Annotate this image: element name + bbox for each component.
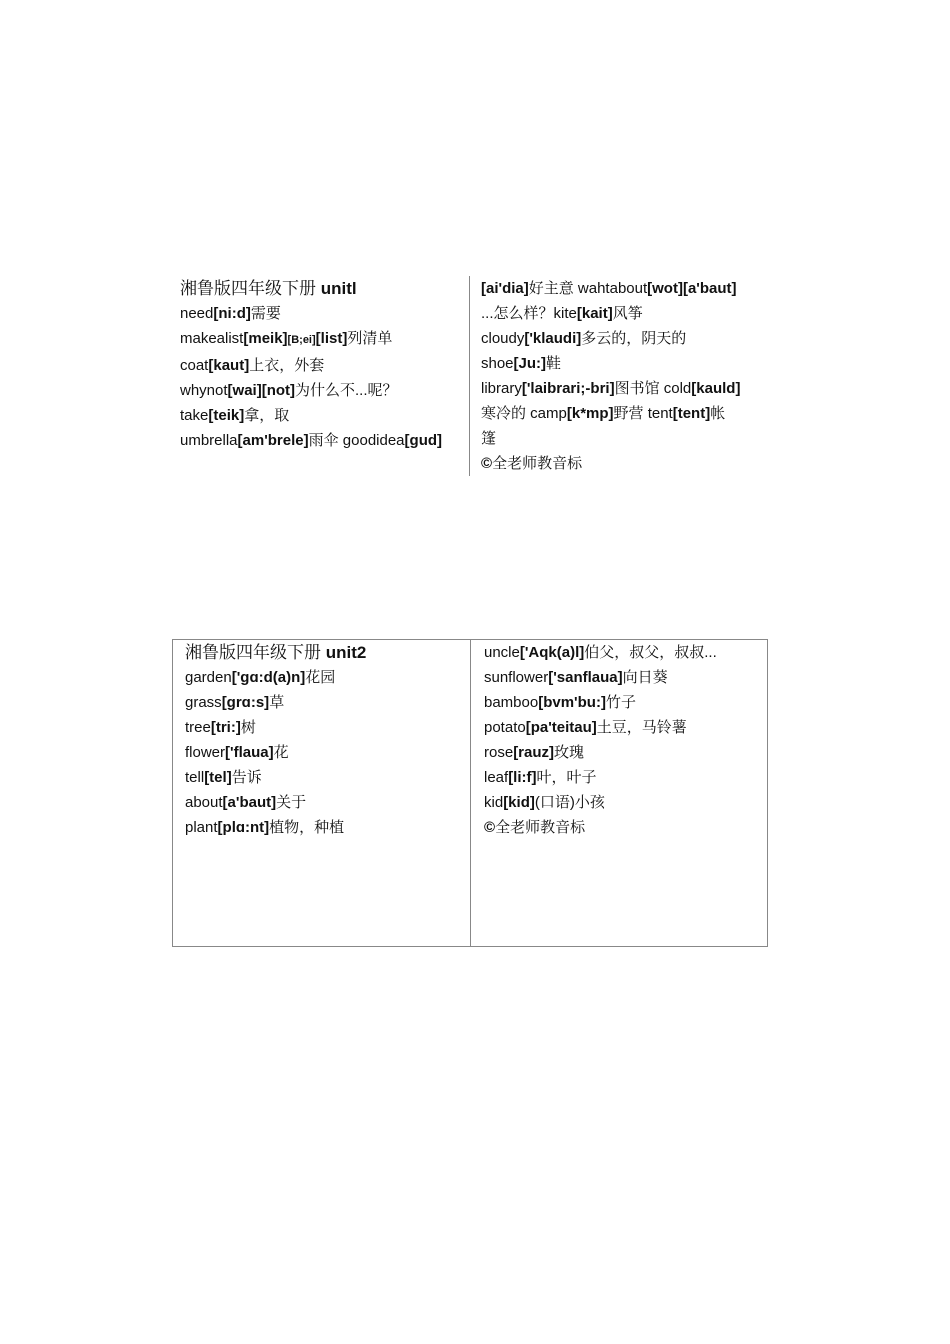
vocab-entry: whynot[wai][not]为什么不...呢？ — [180, 382, 398, 399]
vocab-entry: garden['gɑ:d(a)n]花园 — [185, 669, 336, 686]
vocab-card-unit2 — [172, 639, 768, 947]
vocab-entry: take[teik]拿，取 — [180, 407, 290, 424]
copyright-icon: © — [481, 455, 493, 472]
vocab-entry: grass[grɑ:s]草 — [185, 694, 285, 711]
unit1-left-column — [180, 276, 469, 476]
unit2-right-column — [470, 640, 767, 946]
vocab-entry: bamboo[bvm'bu:]竹子 — [484, 694, 636, 711]
vocab-card-unit1 — [180, 276, 770, 476]
unit1-right-column — [469, 276, 770, 476]
vocab-entry: makealist[meik][B;ei][list]列清单 — [180, 330, 393, 347]
vocab-entry: tell[tel]告诉 — [185, 769, 262, 786]
vocab-entry: sunflower['sanflaua]向日葵 — [484, 669, 668, 686]
copyright-line: ©全老师教音标 — [484, 819, 586, 836]
vocab-entry: about[a'baut]关于 — [185, 794, 307, 811]
vocab-entry: library['laibrari;-bri]图书馆 cold[kauld] — [481, 380, 741, 397]
vocab-entry: kid[kid](口语)小孩 — [484, 794, 605, 811]
copyright-icon: © — [484, 819, 496, 836]
vocab-entry: cloudy['klaudi]多云的，阴天的 — [481, 330, 687, 347]
vocab-entry: uncle['Aqk(a)l]伯父，叔父，叔叔... — [484, 644, 717, 661]
unit2-left-column — [173, 640, 470, 946]
copyright-line: ©全老师教音标 — [481, 455, 583, 472]
vocab-entry: umbrella[am'brele]雨伞 goodidea[gud] — [180, 432, 443, 449]
unit1-title: 湘鲁版四年级下册 unitl — [180, 279, 357, 298]
vocab-entry: ...怎么样？kite[kait]风筝 — [481, 305, 643, 322]
vocab-entry: flower['flaua]花 — [185, 744, 289, 761]
vocab-entry: shoe[Ju:]鞋 — [481, 355, 562, 372]
vocab-entry: 篷 — [481, 430, 497, 447]
vocab-entry: rose[rauz]玫瑰 — [484, 744, 585, 761]
vocab-entry: leaf[li:f]叶，叶子 — [484, 769, 597, 786]
vocab-entry: need[ni:d]需要 — [180, 305, 281, 322]
unit2-title: 湘鲁版四年级下册 unit2 — [185, 643, 367, 662]
vocab-entry: coat[kaut]上衣，外套 — [180, 357, 325, 374]
vocab-entry: plant[plɑ:nt]植物，种植 — [185, 819, 345, 836]
vocab-entry: [ai'dia]好主意 wahtabout[wot][a'baut] — [481, 280, 737, 297]
vocab-entry: potato[pa'teitau]土豆，马铃薯 — [484, 719, 687, 736]
vocab-entry: 寒冷的 camp[k*mp]野营 tent[tent]帐 — [481, 405, 726, 422]
vocab-entry: tree[tri:]树 — [185, 719, 256, 736]
